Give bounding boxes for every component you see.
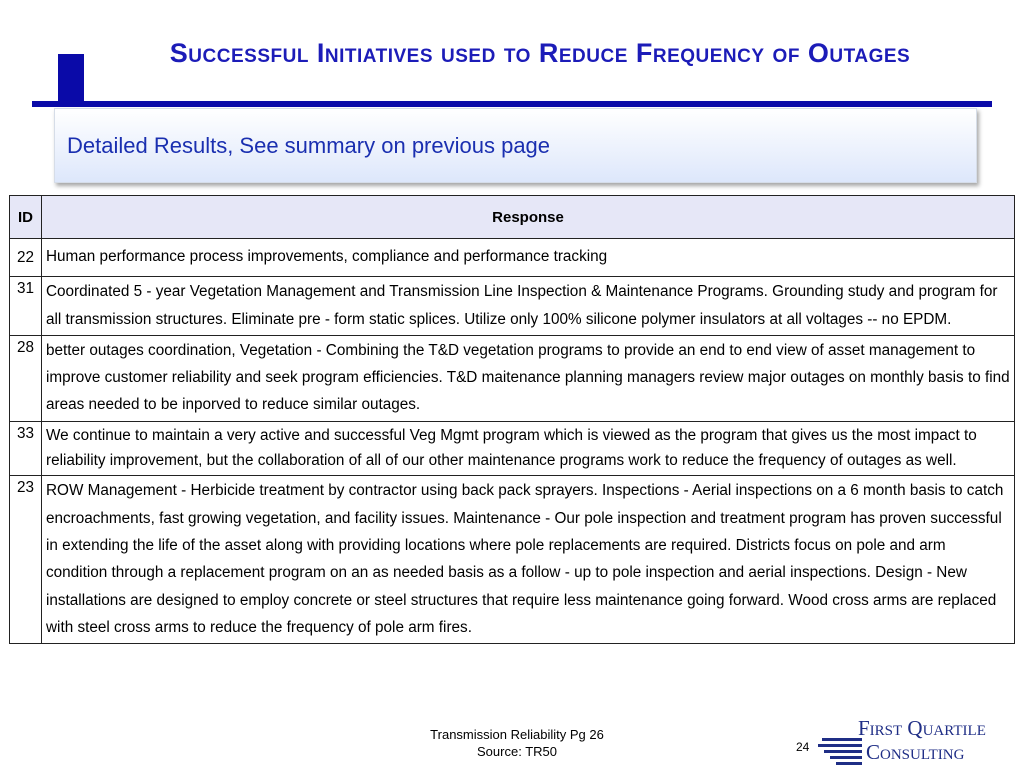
title-accent-block (58, 54, 84, 106)
row-id: 23 (10, 476, 42, 644)
table-row (10, 277, 1015, 336)
row-response: Human performance process improvements, compliance and performance tracking (42, 239, 1015, 277)
row-response: better outages coordination, Vegetation - Combining the T&D vegetation programs to provide an end to end view of asset management to improve customer reliability and seek program efficiencies. T&D maitenance planning managers review major outages on monthly basis to find areas needed to be inporved to reduce similar outages. (42, 335, 1015, 421)
subtitle-box (54, 108, 977, 183)
row-response: ROW Management - Herbicide treatment by contractor using back pack sprayers. Inspections - Aerial inspections on a 6 month basis to catch encroachments, fast growing vegetation, and facility issues. Maintenance - Our pole inspection and treatment program has proven successful in extending the life of the asset along with providing locations where pole replacements are required. Districts focus on pole and arm condition through a replacement program on an as needed basis as a follow - up to pole inspection and aerial inspections. Design - New installations are designed to employ concrete or steel structures that require less maintenance going forward. Wood cross arms are replaced with steel cross arms to reduce the frequency of pole arm fires. (42, 476, 1015, 644)
row-response: Coordinated 5 - year Vegetation Management and Transmission Line Inspection & Maintenance Programs. Grounding study and program for all transmission structures. Eliminate pre - form static splices. Utilize only 100% silicone polymer insulators at all voltages -- no EPDM. (42, 277, 1015, 336)
logo-line-1: First Quartile (858, 716, 986, 740)
row-id: 31 (10, 277, 42, 336)
logo-line-2: Consulting (866, 740, 965, 764)
page-number: 24 (796, 740, 810, 754)
subtitle: Detailed Results, See summary on previous page (67, 133, 551, 158)
table-row (10, 239, 1015, 277)
table-row (10, 476, 1015, 644)
first-quartile-logo (818, 714, 1024, 768)
header-response: Response (42, 196, 1015, 239)
header-id: ID (10, 196, 42, 239)
page-title: Successful Initiatives used to Reduce Frequency of Outages (169, 38, 911, 68)
row-id: 28 (10, 335, 42, 421)
results-table (9, 195, 1015, 644)
row-id: 22 (10, 239, 42, 277)
footer-line-2: Source: TR50 (477, 744, 557, 759)
table-row (10, 335, 1015, 421)
table-row (10, 421, 1015, 476)
table-header-row (10, 196, 1015, 239)
row-id: 33 (10, 421, 42, 476)
row-response: We continue to maintain a very active and successful Veg Mgmt program which is viewed as the program that gives us the most impact to reliability improvement, but the collaboration of all of our other maintenance programs work to reduce the frequency of outages as well. (42, 421, 1015, 476)
footer-line-1: Transmission Reliability Pg 26 (430, 727, 604, 742)
title-rule (32, 101, 992, 107)
footer (360, 726, 674, 760)
